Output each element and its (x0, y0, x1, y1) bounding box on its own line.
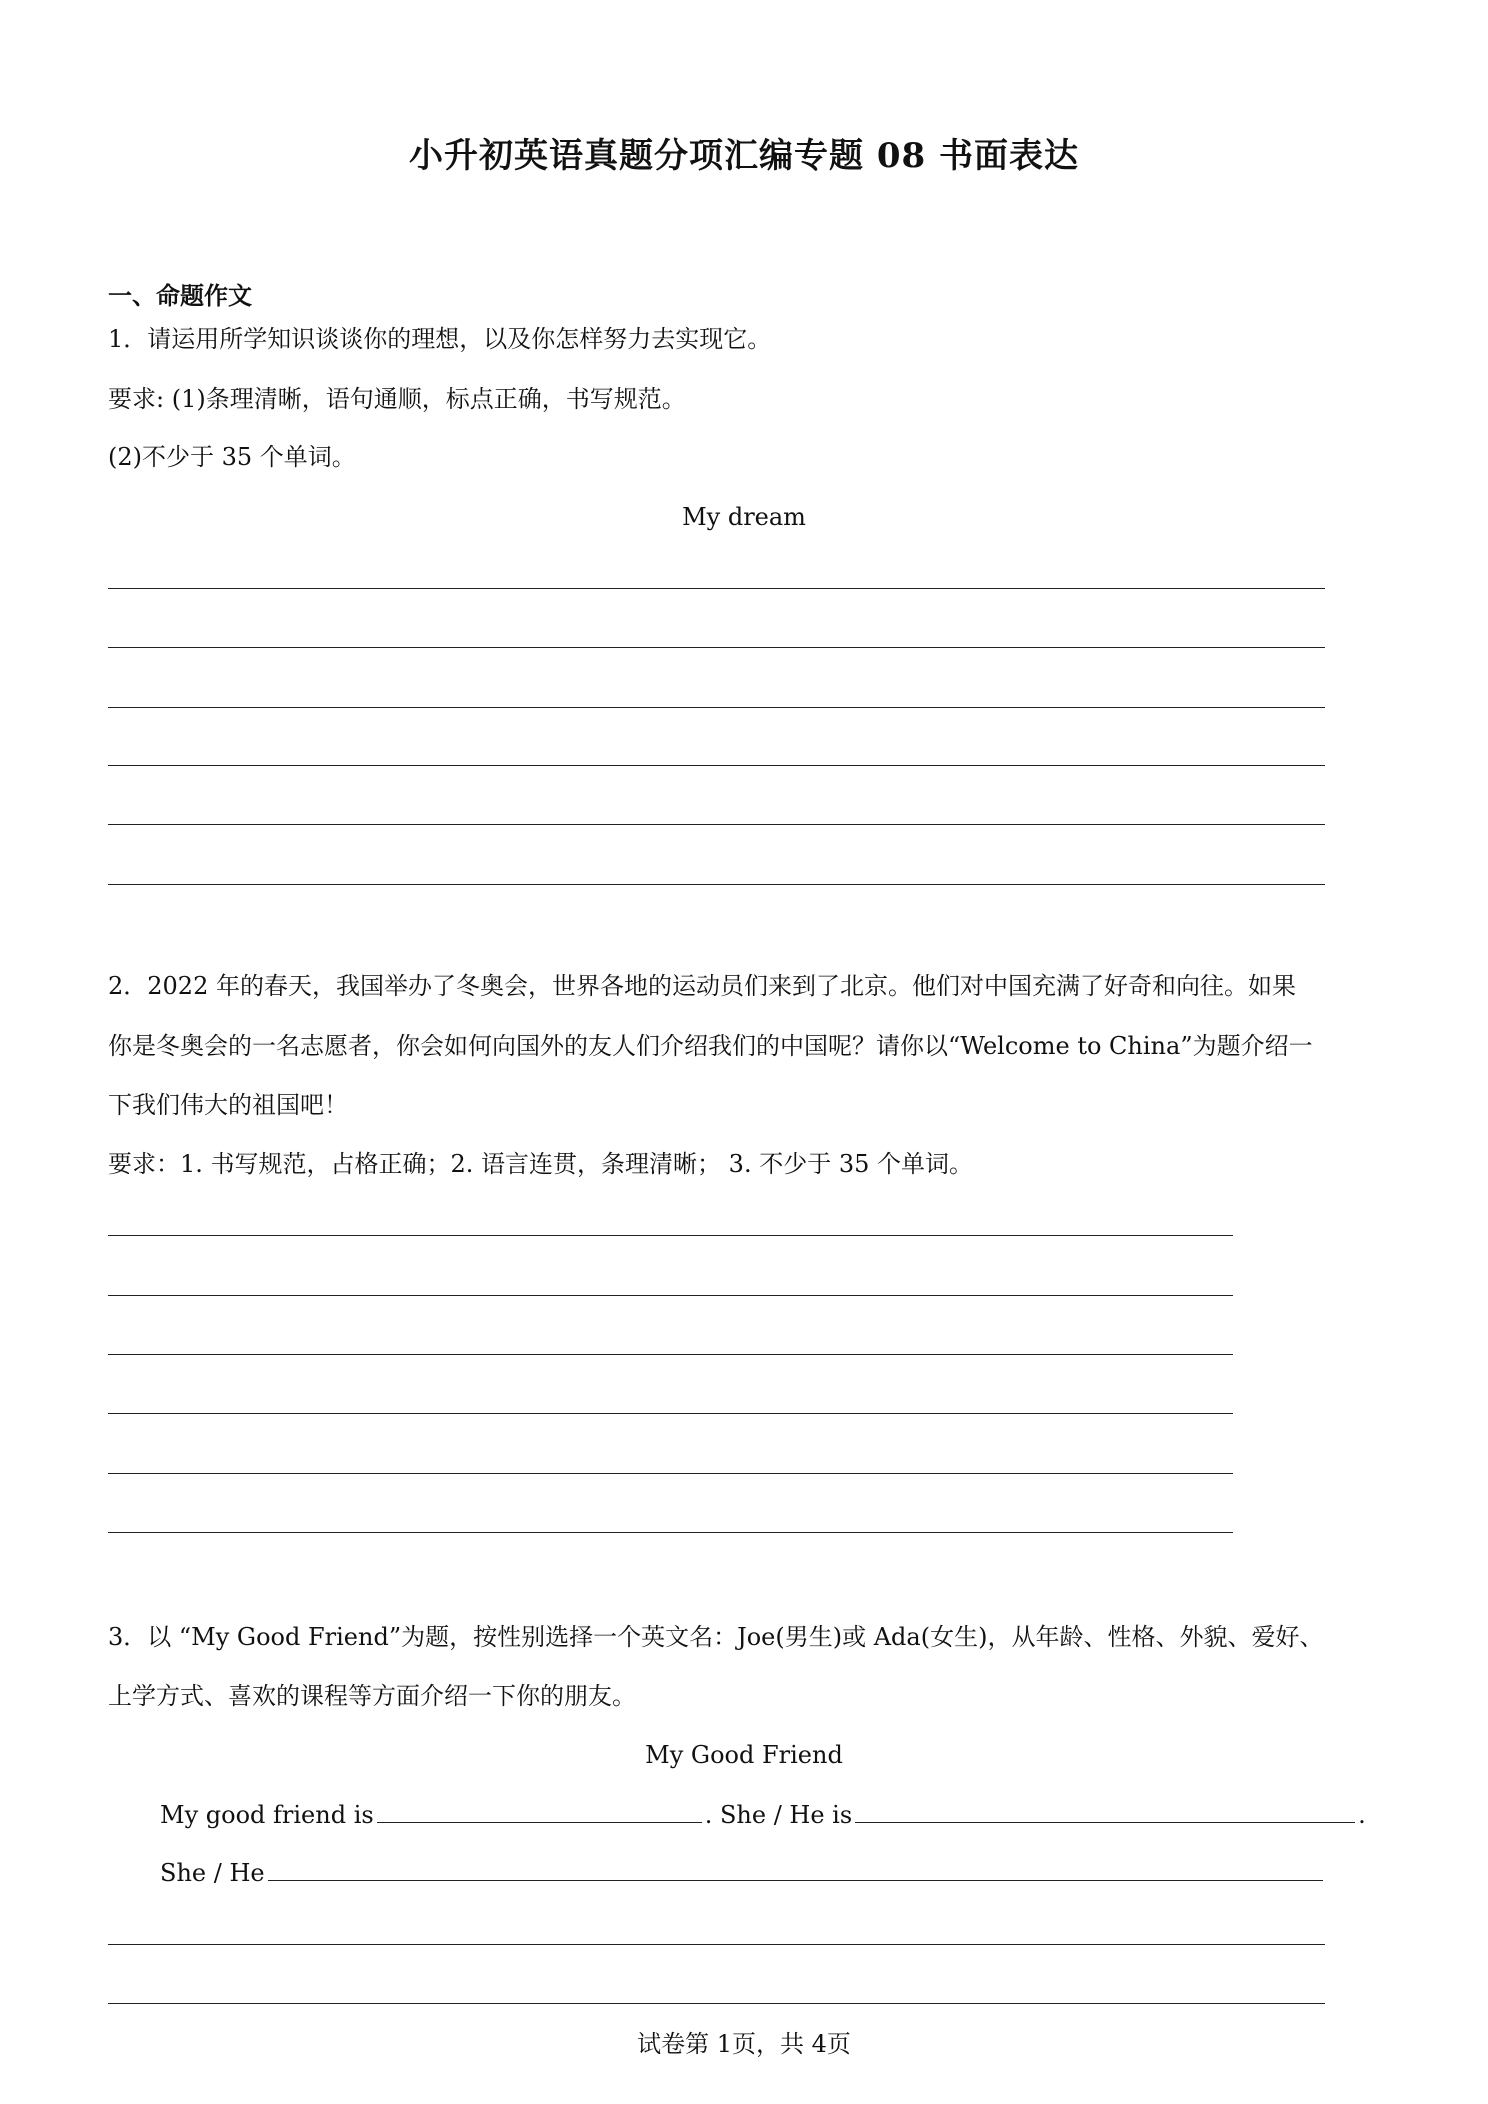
writing-line (108, 588, 1325, 589)
writing-line (108, 765, 1325, 766)
writing-line (108, 1473, 1233, 1474)
question-3-sentence-1 (160, 1799, 1366, 1831)
sentence-2-blank[interactable] (268, 1858, 1323, 1881)
writing-line (108, 707, 1325, 708)
question-3-prompt-line-1: 3．以 “My Good Friend”为题，按性别选择一个英文名：Joe(男生)或 Ada(女生)，从年龄、性格、外貌、爱好、 (108, 1623, 1324, 1651)
sentence-1-start: My good friend is (160, 1801, 374, 1829)
description-blank[interactable] (855, 1800, 1355, 1823)
page-title: 小升初英语真题分项汇编专题 08 书面表达 (409, 136, 1079, 176)
writing-line (108, 1532, 1233, 1533)
question-1-prompt: 1．请运用所学知识谈谈你的理想，以及你怎样努力去实现它。 (108, 325, 772, 353)
question-3-essay-title: My Good Friend (645, 1741, 843, 1769)
writing-line (108, 824, 1325, 825)
writing-line (108, 1944, 1325, 1945)
question-1-requirement-2: (2)不少于 35 个单词。 (108, 443, 356, 471)
writing-line (108, 647, 1325, 648)
writing-line (108, 884, 1325, 885)
writing-line (108, 1235, 1233, 1236)
question-1-essay-title: My dream (682, 503, 806, 531)
page-footer: 试卷第 1页，共 4页 (637, 2030, 851, 2058)
question-2-prompt-line-2: 你是冬奥会的一名志愿者，你会如何向国外的友人们介绍我们的中国呢？请你以“Welcome to China”为题介绍一 (108, 1032, 1313, 1060)
question-3-prompt-line-2: 上学方式、喜欢的课程等方面介绍一下你的朋友。 (108, 1682, 636, 1710)
question-2-prompt-line-3: 下我们伟大的祖国吧！ (108, 1091, 348, 1119)
sentence-2-start: She / He (160, 1859, 265, 1887)
writing-line (108, 1354, 1233, 1355)
question-2-requirements: 要求：1. 书写规范，占格正确；2. 语言连贯，条理清晰； 3. 不少于 35 个单词。 (108, 1150, 974, 1178)
question-2-prompt-line-1: 2．2022 年的春天，我国举办了冬奥会，世界各地的运动员们来到了北京。他们对中国充满了好奇和向往。如果 (108, 972, 1296, 1000)
section-heading: 一、命题作文 (108, 281, 252, 310)
writing-line (108, 1413, 1233, 1414)
question-1-requirement-1: 要求: (1)条理清晰，语句通顺，标点正确，书写规范。 (108, 385, 686, 413)
sentence-1-end: . (1358, 1801, 1366, 1829)
name-blank[interactable] (377, 1800, 702, 1823)
sentence-1-middle: . She / He is (704, 1801, 853, 1829)
writing-line (108, 1295, 1233, 1296)
question-3-sentence-2 (160, 1857, 1326, 1889)
writing-line (108, 2003, 1325, 2004)
